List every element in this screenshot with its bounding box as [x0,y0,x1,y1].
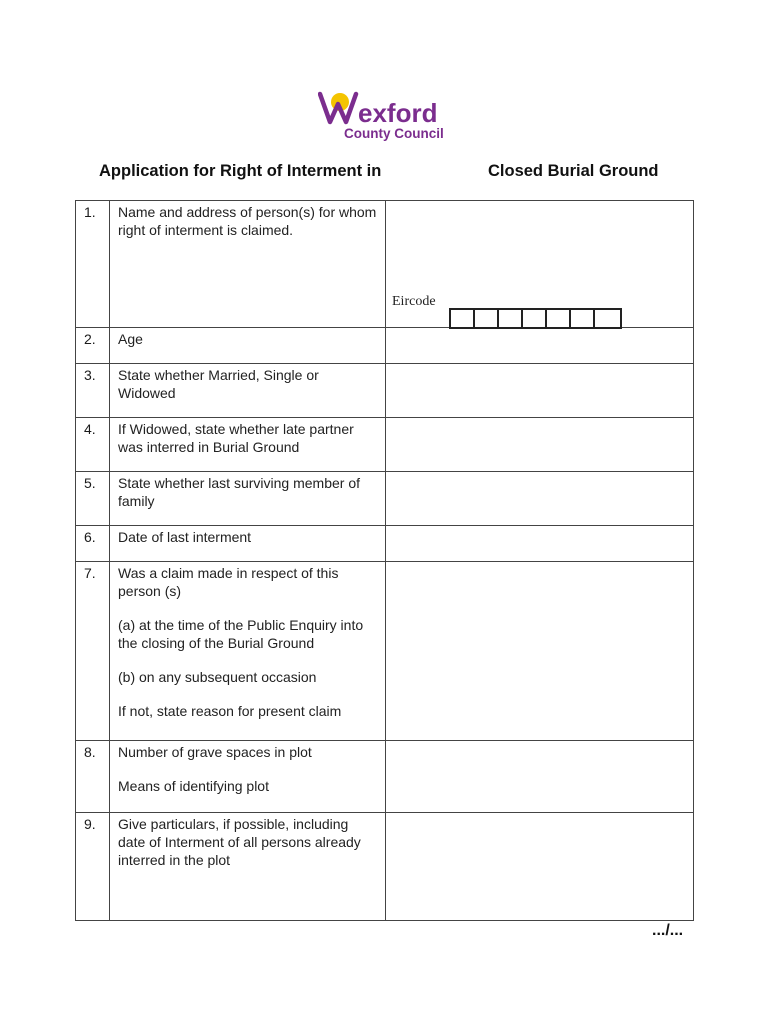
eircode-char-box[interactable] [547,310,571,327]
row-question [110,418,386,472]
form-row-1 [76,201,694,328]
question-text: Date of last interment [118,529,252,545]
logo-subtitle: County Council [344,126,444,141]
question-text: Was a claim made in respect of this person (s) [118,565,339,599]
application-form-table [75,200,694,921]
question-text: Number of grave spaces in plot [118,744,312,760]
question-text: Means of identifying plot [118,778,269,794]
form-row-3 [76,364,694,418]
question-text: If Widowed, state whether late partner was interred in Burial Ground [118,421,354,455]
eircode-label: Eircode [392,294,436,309]
answer-late-partner-field[interactable] [386,418,694,472]
answer-interment-particulars-field[interactable] [386,813,694,921]
question-text: State whether Married, Single or Widowed [118,367,319,401]
row-number: 1. [76,201,110,328]
form-row-6 [76,526,694,562]
form-title-left: Application for Right of Interment in [99,162,382,180]
question-text: Name and address of person(s) for whom right of interment is claimed. [118,204,377,238]
form-row-9 [76,813,694,921]
eircode-char-box[interactable] [523,310,547,327]
eircode-char-box[interactable] [451,310,475,327]
row-number: 4. [76,418,110,472]
form-row-5 [76,472,694,526]
form-row-8 [76,741,694,813]
answer-age-field[interactable] [386,328,694,364]
question-text: State whether last surviving member of family [118,475,360,509]
row-question [110,813,386,921]
form-row-4 [76,418,694,472]
answer-last-surviving-field[interactable] [386,472,694,526]
row-number: 9. [76,813,110,921]
eircode-char-box[interactable] [475,310,499,327]
logo-wordmark: exford [358,98,438,128]
question-text: (b) on any subsequent occasion [118,669,317,685]
eircode-input-boxes[interactable] [449,308,622,329]
form-row-2 [76,328,694,364]
row-question [110,472,386,526]
row-number: 6. [76,526,110,562]
answer-name-address-field[interactable] [386,201,694,328]
row-question [110,328,386,364]
page-continuation-marker: .../... [652,922,684,939]
row-number: 2. [76,328,110,364]
eircode-char-box[interactable] [571,310,595,327]
row-number: 7. [76,562,110,741]
question-text: (a) at the time of the Public Enquiry into the closing of the Burial Ground [118,617,364,651]
question-text: Give particulars, if possible, including date of Interment of all persons already interred in the plot [118,816,361,868]
question-text: If not, state reason for present claim [118,703,342,719]
row-number: 8. [76,741,110,813]
answer-grave-spaces-field[interactable] [386,741,694,813]
question-text: Age [118,331,143,347]
form-row-7 [76,562,694,741]
eircode-char-box[interactable] [595,310,620,327]
row-question [110,526,386,562]
wexford-logo [318,88,458,144]
row-question [110,201,386,328]
row-question [110,364,386,418]
form-title-right: Closed Burial Ground [488,162,659,180]
row-question [110,562,386,741]
answer-previous-claim-field[interactable] [386,562,694,741]
answer-marital-status-field[interactable] [386,364,694,418]
row-question [110,741,386,813]
answer-last-interment-date-field[interactable] [386,526,694,562]
eircode-char-box[interactable] [499,310,523,327]
row-number: 5. [76,472,110,526]
row-number: 3. [76,364,110,418]
